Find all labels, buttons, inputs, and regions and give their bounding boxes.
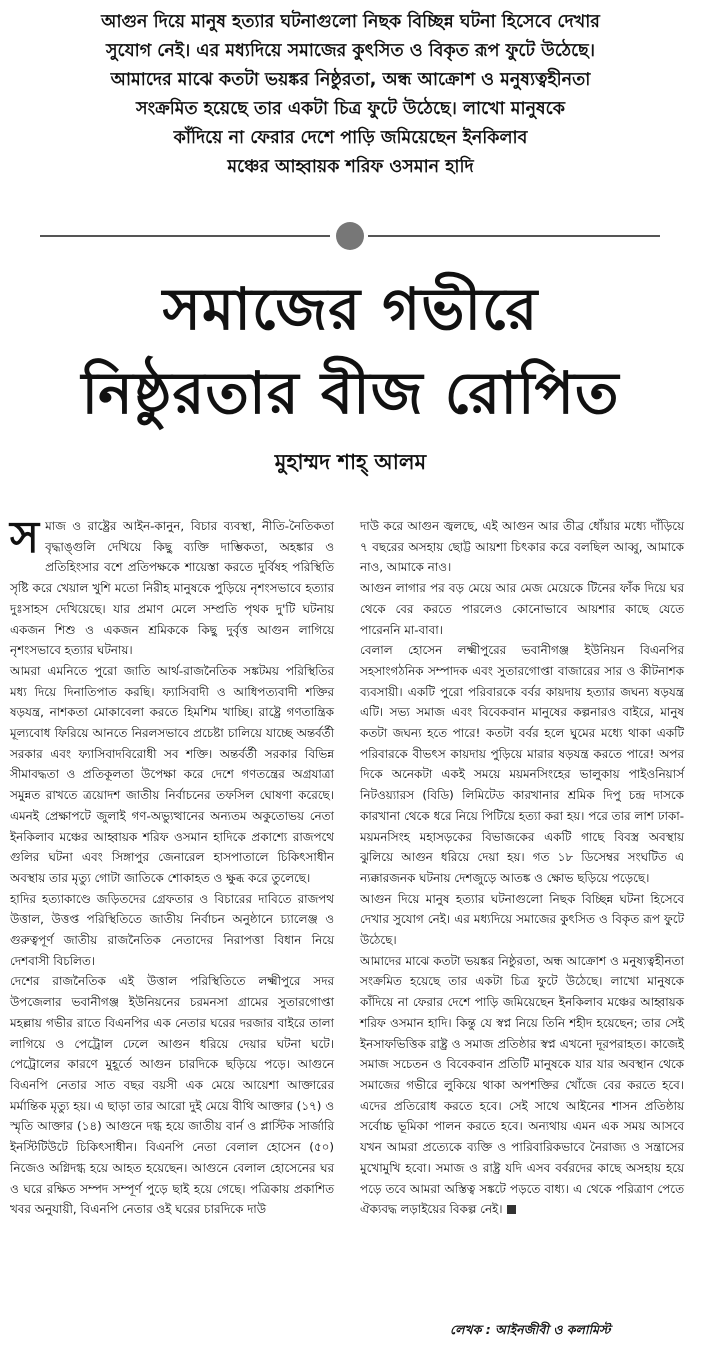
pull-quote (14, 8, 687, 182)
divider-line-left (40, 235, 330, 237)
headline-line-2: নিষ্ঠুরতার বীজ রোপিত (81, 359, 620, 427)
article-column-right (360, 516, 684, 1220)
end-mark-icon (507, 1205, 516, 1214)
article-column-left (10, 512, 334, 1220)
headline-line-1: সমাজের গভীরে (162, 275, 539, 343)
article-paragraph: আগুন লাগার পর বড় মেয়ে আর মেজ মেয়েকে টিনের ফাঁক দিয়ে ঘর থেকে বের করতে পারলেও কোনোভাবে আয়শার কাছে যেতে পারেননি মা-বাবা। (360, 581, 684, 637)
byline: মুহাম্মদ শাহ্ আলম (274, 450, 427, 474)
drop-cap: স (10, 512, 40, 563)
article-paragraph: মাজ ও রাষ্ট্রের আইন-কানুন, বিচার ব্যবস্থা, নীতি-নৈতিকতা বৃদ্ধাঙ্গুলি দেখিয়ে কিছু ব্যক্তি দাম্ভিকতা, অহঙ্কার ও প্রতিহিংসার বশে প্রতিপক্ষকে শায়েস্তা করতে দুর্বিষহ পরিস্থিতি সৃষ্টি করে খেয়াল খুশি মতো নিরীহ মানুষকে পুড়িয়ে নৃশংসভাবে হত্যার দুঃসাহস দেখিয়েছে। যার প্রমাণ মেলে সম্প্রতি পৃথক দু'টি ঘটনায় একজন শিশু ও একজন শ্রমিককে কিছু দুর্বৃত্ত আগুন লাগিয়ে নৃশংসভাবে হত্যার ঘটনায়। (10, 519, 334, 658)
divider-dot (336, 222, 364, 250)
article-paragraph: আগুন দিয়ে মানুষ হত্যার ঘটনাগুলো নিছক বিচ্ছিন্ন ঘটনা হিসেবে দেখার সুযোগ নেই। এর মধ্যদিয়ে সমাজের কুৎসিত ও বিকৃত রূপ ফুটে উঠেছে। (360, 891, 684, 948)
article-paragraph: দাউ করে আগুন জ্বলছে, এই আগুন আর তীব্র ধোঁয়ার মধ্যে দাঁড়িয়ে ৭ বছরের অসহায় ছোট্ট আয়শা চিৎকার করে বলছিল আব্বু, আমাকে নাও, আমাকে নাও। (360, 519, 684, 575)
pull-quote-line: মঞ্চের আহ্বায়ক শরিফ ওসমান হাদি (227, 157, 474, 177)
article-paragraph: হাদির হত্যাকাণ্ডে জড়িতদের গ্রেফতার ও বিচারের দাবিতে রাজপথ উত্তাল, উত্তপ্ত পরিস্থিতিতে জাতীয় নির্বাচন অনুষ্ঠানে চ্যালেঞ্জ ও গুরুত্বপূর্ণ জাতীয় রাজনৈতিক নেতাদের নিরাপত্তা বিধান নিয়ে দেশবাসী বিচলিত। (10, 891, 334, 968)
article-paragraph: দেশের রাজনৈতিক এই উত্তাল পরিস্থিতিতে লক্ষ্মীপুরে সদর উপজেলার ভবানীগঞ্জ ইউনিয়নের চরমনসা গ্রামের সুতারগোপ্তা মহল্লায় গভীর রাতে বিএনপির এক নেতার ঘরের দরজার বাইরে তালা লাগিয়ে ও পেট্রোল ঢেলে আগুন ধরিয়ে দেয়ার ঘটনা ঘটে। পেট্রোলের কারণে মুহূর্তে আগুন চারদিকে ছড়িয়ে পড়ে। আগুনে বিএনপি নেতার সাত বছর বয়সী এক মেয়ে আয়েশা আক্তারের মর্মান্তিক মৃত্যু হয়। এ ছাড়া তার আরো দুই মেয়ে বীথি আক্তার (১৭) ও স্মৃতি আক্তার (১৪) আগুনে দগ্ধ হয়ে জাতীয় বার্ন ও প্লাস্টিক সার্জারি ইনস্টিটিউটে চিকিৎসাধীন। বিএনপি নেতা বেলাল হোসেন (৫০) নিজেও অগ্নিদগ্ধ হয়ে আহত হয়েছেন। আগুনে বেলাল হোসেনের ঘর ও ঘরে রক্ষিত সম্পদ সম্পূর্ণ পুড়ে ছাই হয়ে গেছে। পত্রিকায় প্রকাশিত খবর অনুযায়ী, বিএনপি নেতার ওই ঘরের চারদিকে দাউ (10, 974, 334, 1217)
pull-quote-line: কাঁদিয়ে না ফেরার দেশে পাড়ি জমিয়েছেন ইনকিলাব (173, 128, 528, 148)
author-note: লেখক : আইনজীবী ও কলামিস্ট (450, 1322, 611, 1337)
article-paragraph: আমরা এমনিতে পুরো জাতি আর্থ-রাজনৈতিক সঙ্কটময় পরিস্থিতির মধ্য দিয়ে দিনাতিপাত করছি। ফ্যাসিবাদী ও আধিপত্যবাদী শক্তির ষড়যন্ত্র, নাশকতা মোকাবেলা করতে হিমশিম খাচ্ছি। রাষ্ট্রে গণতান্ত্রিক মূল্যবোধ ফিরিয়ে আনতে নিরলসভাবে প্রচেষ্টা চালিয়ে যাচ্ছে অন্তর্বর্তী সরকার এবং ফ্যাসিবাদবিরোধী সব শক্তি। অন্তর্বর্তী সরকার বিভিন্ন সীমাবদ্ধতা ও প্রতিকূলতা উপেক্ষা করে দেশে গণতন্ত্রের অগ্রযাত্রা সমুন্নত রাখতে ত্রয়োদশ জাতীয় নির্বাচনের তফসিল ঘোষণা করেছে। এমনই প্রেক্ষাপটে জুলাই গণ-অভ্যুত্থানের অন্যতম অকুতোভয় নেতা ইনকিলাব মঞ্চের আহ্বায়ক শরিফ ওসমান হাদিকে প্রকাশ্যে রাজপথে গুলির ঘটনা এবং সিঙ্গাপুর জেনারেল হাসপাতালে চিকিৎসাধীন অবস্থায় তার মৃত্যু গোটা জাতিকে শোকাহত ও ক্ষুব্ধ করে তুলেছে। (10, 663, 334, 885)
article-paragraph-last (360, 951, 684, 1220)
pull-quote-line: আমাদের মাঝে কতটা ভয়ঙ্কর নিষ্ঠুরতা, অন্ধ আক্রোশ ও মনুষ্যত্বহীনতা (110, 70, 591, 90)
divider-line-right (368, 235, 660, 237)
pull-quote-line: আগুন দিয়ে মানুষ হত্যার ঘটনাগুলো নিছক বিচ্ছিন্ন ঘটনা হিসেবে দেখার (101, 12, 600, 32)
pull-quote-line: সংক্রমিত হয়েছে তার একটা চিত্র ফুটে উঠেছে। লাখো মানুষকে (136, 99, 565, 119)
pull-quote-line: সুযোগ নেই। এর মধ্যদিয়ে সমাজের কুৎসিত ও বিকৃত রূপ ফুটে উঠেছে। (106, 41, 595, 61)
article-paragraph: বেলাল হোসেন লক্ষ্মীপুরের ভবানীগঞ্জ ইউনিয়ন বিএনপির সহসাংগঠনিক সম্পাদক এবং সুতারগোপ্তা বাজারের সার ও কীটনাশক ব্যবসায়ী। একটি পুরো পরিবারকে বর্বর কায়দায় হত্যার জঘন্য ষড়যন্ত্র এটি। সভ্য সমাজ এবং বিবেকবান মানুষের কল্পনারও বাইরে, মানুষ কতটা জঘন্য হতে পারে! কতটা বর্বর হলে ঘুমের মধ্যে থাকা একটি পরিবারকে বীভৎস কায়দায় পুড়িয়ে মারার ষড়যন্ত্র করতে পারে! অপর দিকে অনেকটা একই সময়ে ময়মনসিংহের ভালুকায় পাইওনিয়ার্স নিটওয়্যারস (বিডি) লিমিটেড কারখানার শ্রমিক দিপু চন্দ্র দাসকে কারখানা থেকে ধরে নিয়ে পিটিয়ে হত্যা করা হয়। পরে তার লাশ ঢাকা-ময়মনসিংহ মহাসড়কের বিভাজকের একটি গাছে বিবস্ত্র অবস্থায় ঝুলিয়ে আগুন ধরিয়ে দেয়া হয়। গত ১৮ ডিসেম্বর সংঘটিত এ ন্যক্কারজনক ঘটনায় দেশজুড়ে আতঙ্ক ও ক্ষোভ ছড়িয়ে পড়েছে। (360, 643, 684, 885)
article-paragraph-text: আমাদের মাঝে কতটা ভয়ঙ্কর নিষ্ঠুরতা, অন্ধ আক্রোশ ও মনুষ্যত্বহীনতা সংক্রমিত হয়েছে তার একটা চিত্র ফুটে উঠেছে। লাখো মানুষকে কাঁদিয়ে না ফেরার দেশে পাড়ি জমিয়েছেন ইনকিলাব মঞ্চের আহ্বায়ক শরিফ ওসমান হাদি। কিন্তু যে স্বপ্ন নিয়ে তিনি শহীদ হয়েছেন; তার সেই ইনসাফভিত্তিক রাষ্ট্র ও সমাজ প্রতিষ্ঠার স্বপ্ন এখনো দূরপরাহত। কাজেই সমাজ সচেতন ও বিবেকবান প্রতিটি মানুষকে যার যার অবস্থান থেকে সমাজের গভীরে লুকিয়ে থাকা অপশক্তির খোঁজে বের করতে হবে। এদের প্রতিরোধ করতে হবে। সেই সাথে আইনের শাসন প্রতিষ্ঠায় সর্বোচ্চ ভূমিকা পালন করতে হবে। অন্যথায় এমন এক সময় আসবে যখন আমরা প্রত্যেকে ব্যক্তি ও পারিবারিকভাবে নৈরাজ্য ও সন্ত্রাসের মুখোমুখি হবো। সমাজ ও রাষ্ট্র যদি এসব বর্বরদের কাছে অসহায় হয়ে পড়ে তবে আমরা অস্তিত্ব সঙ্কটে পড়তে বাধ্য। এ থেকে পরিত্রাণ পেতে ঐক্যবদ্ধ লড়াইয়ের বিকল্প নেই। (360, 953, 684, 1217)
